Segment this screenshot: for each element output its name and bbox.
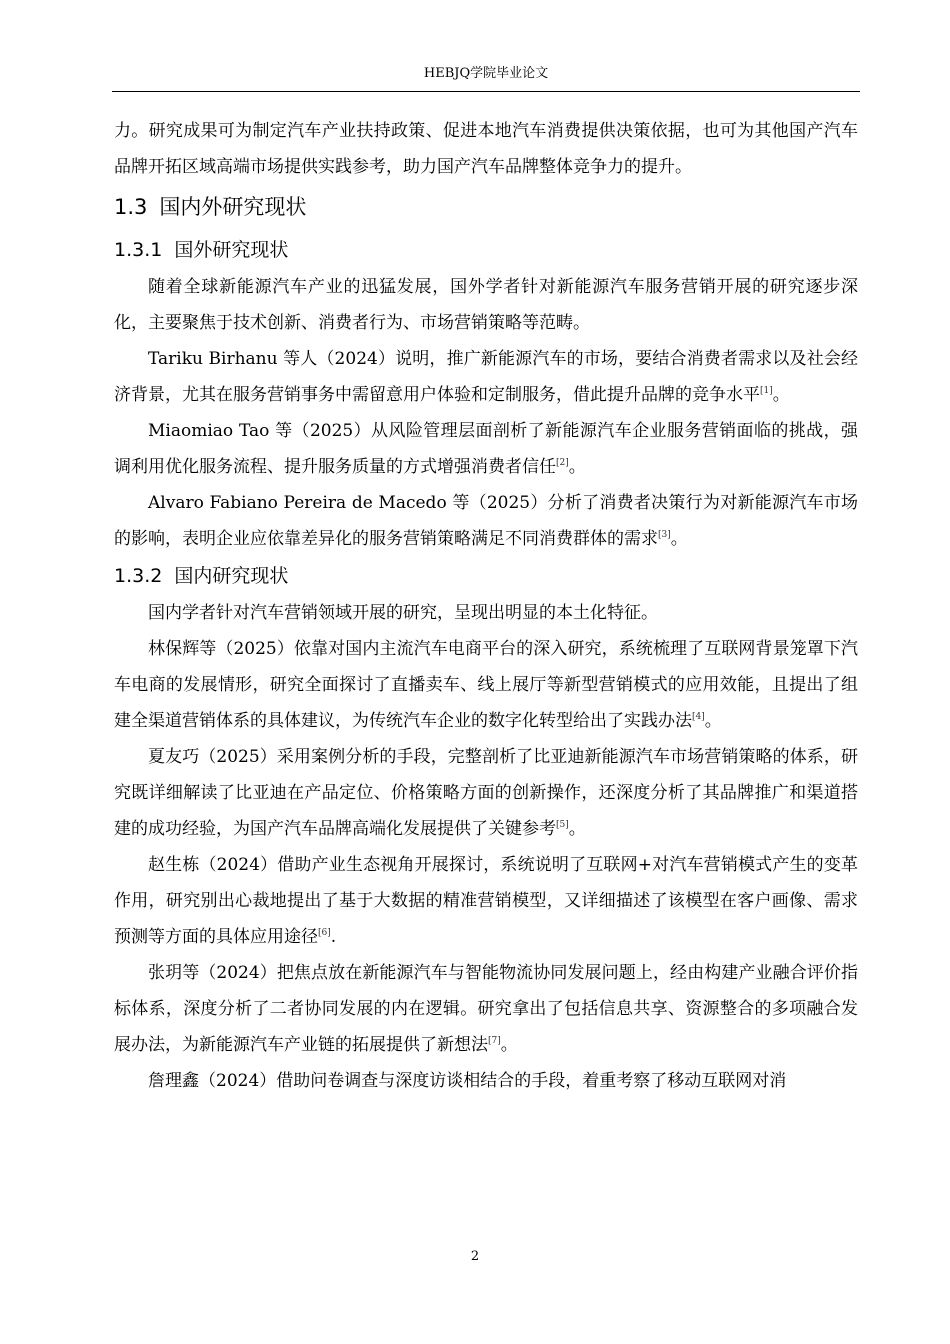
paragraph (114, 847, 858, 955)
paragraph (114, 113, 858, 185)
section-heading (114, 185, 858, 231)
running-header: HEBJQ学院毕业论文 (423, 66, 549, 81)
citation-ref: [3] (658, 530, 671, 540)
paragraph-text: 国内学者针对汽车营销领域开展的研究，呈现出明显的本土化特征。 (148, 603, 658, 623)
citation-ref: [6] (318, 928, 331, 938)
citation-ref: [1] (760, 386, 773, 396)
paragraph-text: 林保辉等（2025）依靠对国内主流汽车电商平台的深入研究，系统梳理了互联网背景笼罩下汽车电商的发展情形，研究全面探讨了直播卖车、线上展厅等新型营销模式的应用效能，且提出了组建全渠道营销体系的具体建议，为传统汽车企业的数字化转型给出了实践办法 (114, 639, 858, 731)
paragraph (114, 341, 858, 413)
paragraph-text: 张玥等（2024）把焦点放在新能源汽车与智能物流协同发展问题上，经由构建产业融合评价指标体系，深度分析了二者协同发展的内在逻辑。研究拿出了包括信息共享、资源整合的多项融合发展办法，为新能源汽车产业链的拓展提供了新想法 (114, 963, 858, 1055)
paragraph-text: 随着全球新能源汽车产业的迅猛发展，国外学者针对新能源汽车服务营销开展的研究逐步深化，主要聚焦于技术创新、消费者行为、市场营销策略等范畴。 (114, 277, 858, 333)
section-number: 1.3.2 (114, 565, 163, 587)
paragraph (114, 739, 858, 847)
citation-ref: [5] (556, 820, 569, 830)
paragraph (114, 955, 858, 1063)
subsection-heading (114, 557, 858, 595)
paragraph (114, 269, 858, 341)
paragraph-tail: 。 (772, 385, 790, 405)
paragraph (114, 631, 858, 739)
paragraph-text: Alvaro Fabiano Pereira de Macedo 等（2025）分析了消费者决策行为对新能源汽车市场的影响，表明企业应依靠差异化的服务营销策略满足不同消费群体的需求 (114, 493, 858, 549)
paragraph-tail: 。 (568, 819, 586, 839)
citation-ref: [4] (692, 712, 705, 722)
paragraph-text: 詹理鑫（2024）借助问卷调查与深度访谈相结合的手段，着重考察了移动互联网对消 (148, 1071, 787, 1091)
section-number: 1.3 (114, 195, 148, 219)
section-number: 1.3.1 (114, 239, 163, 261)
section-title: 国外研究现状 (174, 239, 289, 261)
paragraph-tail: 。 (704, 711, 722, 731)
paragraph (114, 485, 858, 557)
subsection-heading (114, 231, 858, 269)
paragraph-tail: 。 (500, 1035, 518, 1055)
document-body (114, 113, 858, 1099)
paragraph-tail: 。 (670, 529, 688, 549)
paragraph-text: 力。研究成果可为制定汽车产业扶持政策、促进本地汽车消费提供决策依据，也可为其他国产汽车品牌开拓区域高端市场提供实践参考，助力国产汽车品牌整体竞争力的提升。 (114, 121, 858, 177)
citation-ref: [7] (488, 1036, 501, 1046)
paragraph-tail: . (330, 927, 337, 947)
citation-ref: [2] (556, 458, 569, 468)
section-title: 国内外研究现状 (159, 195, 307, 219)
paragraph-tail: 。 (568, 457, 586, 477)
paragraph-text: Miaomiao Tao 等（2025）从风险管理层面剖析了新能源汽车企业服务营销面临的挑战，强调利用优化服务流程、提升服务质量的方式增强消费者信任 (114, 421, 858, 477)
page-number: 2 (470, 1249, 480, 1264)
header-rule (112, 91, 860, 92)
paragraph-text: Tariku Birhanu 等人（2024）说明，推广新能源汽车的市场，要结合消费者需求以及社会经济背景，尤其在服务营销事务中需留意用户体验和定制服务，借此提升品牌的竞争水平 (114, 349, 858, 405)
paragraph (114, 595, 858, 631)
paragraph-text: 夏友巧（2025）采用案例分析的手段，完整剖析了比亚迪新能源汽车市场营销策略的体系，研究既详细解读了比亚迪在产品定位、价格策略方面的创新操作，还深度分析了其品牌推广和渠道搭建的成功经验，为国产汽车品牌高端化发展提供了关键参考 (114, 747, 858, 839)
paragraph (114, 1063, 858, 1099)
paragraph (114, 413, 858, 485)
paragraph-text: 赵生栋（2024）借助产业生态视角开展探讨，系统说明了互联网+对汽车营销模式产生的变革作用，研究别出心裁地提出了基于大数据的精准营销模型，又详细描述了该模型在客户画像、需求预测等方面的具体应用途径 (114, 855, 858, 947)
section-title: 国内研究现状 (174, 565, 289, 587)
